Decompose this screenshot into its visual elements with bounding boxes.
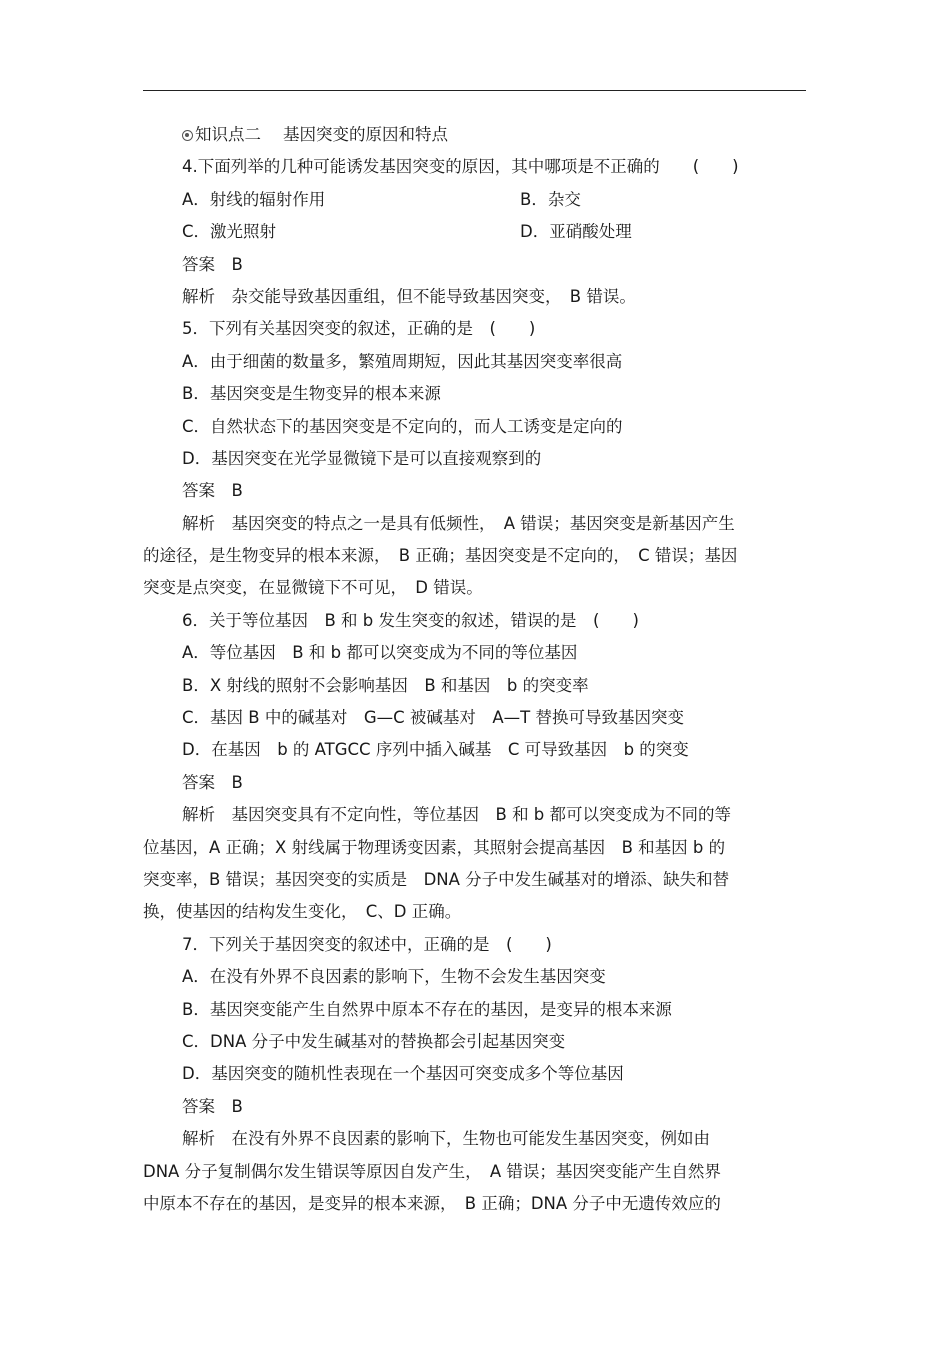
- question-7-option-c: C．DNA 分子中发生碱基对的替换都会引起基因突变: [182, 1031, 566, 1051]
- question-4-options-row-2: [143, 216, 806, 248]
- question-7-analysis-line-1: 解析 在没有外界不良因素的影响下，生物也可能发生基因突变，例如由: [182, 1129, 710, 1149]
- question-7-stem: 7．下列关于基因突变的叙述中，正确的是 ( ): [182, 934, 552, 954]
- section-bullet-icon: [182, 130, 193, 141]
- question-7-answer: 答案 B: [182, 1096, 243, 1116]
- question-5-answer: 答案 B: [182, 481, 243, 501]
- question-7-option-d: D．基因突变的随机性表现在一个基因可突变成多个等位基因: [182, 1064, 624, 1084]
- question-5-stem: 5．下列有关基因突变的叙述，正确的是 ( ): [182, 319, 536, 339]
- question-4-options-row-1: [143, 184, 806, 216]
- question-5-analysis-line-1: 解析 基因突变的特点之一是具有低频性， A 错误；基因突变是新基因产生: [182, 513, 735, 533]
- question-5-analysis-line-2: 的途径，是生物变异的根本来源， B 正确；基因突变是不定向的， C 错误；基因: [143, 546, 738, 566]
- question-5-option-a: A．由于细菌的数量多，繁殖周期短，因此其基因突变率很高: [182, 351, 623, 371]
- question-6-option-d: D．在基因 b 的 ATGCC 序列中插入碱基 C 可导致基因 b 的突变: [182, 740, 689, 760]
- question-4-option-c: C．激光照射: [182, 222, 277, 242]
- question-6-option-a: A．等位基因 B 和 b 都可以突变成为不同的等位基因: [182, 643, 578, 663]
- question-4-option-b: B．杂交: [520, 189, 581, 209]
- question-5-option-b: B．基因突变是生物变异的根本来源: [182, 384, 441, 404]
- question-4-stem: 4.下面列举的几种可能诱发基因突变的原因，其中哪项是不正确的 ( ): [182, 157, 739, 177]
- question-7-analysis-line-2: DNA 分子复制偶尔发生错误等原因自发产生， A 错误；基因突变能产生自然界: [143, 1161, 721, 1181]
- question-6-answer: 答案 B: [182, 772, 243, 792]
- question-6-option-b: B．X 射线的照射不会影响基因 B 和基因 b 的突变率: [182, 675, 589, 695]
- question-4-answer: 答案 B: [182, 254, 243, 274]
- question-6-option-c: C．基因 B 中的碱基对 G—C 被碱基对 A—T 替换可导致基因突变: [182, 708, 684, 728]
- question-4-analysis: 解析 杂交能导致基因重组，但不能导致基因突变， B 错误。: [182, 286, 636, 306]
- question-5-analysis-line-3: 突变是点突变，在显微镜下不可见， D 错误。: [143, 578, 483, 598]
- question-6-analysis-line-2: 位基因，A 正确；X 射线属于物理诱变因素，其照射会提高基因 B 和基因 b 的: [143, 837, 726, 857]
- question-6-analysis-line-1: 解析 基因突变具有不定向性，等位基因 B 和 b 都可以突变成为不同的等: [182, 805, 732, 825]
- question-4-option-a: A．射线的辐射作用: [182, 189, 326, 209]
- document-body: [143, 119, 806, 1220]
- section-title: 基因突变的原因和特点: [283, 125, 448, 144]
- question-7-option-a: A．在没有外界不良因素的影响下，生物不会发生基因突变: [182, 967, 606, 987]
- question-5-option-d: D．基因突变在光学显微镜下是可以直接观察到的: [182, 448, 542, 468]
- question-6-analysis-line-4: 换，使基因的结构发生变化， C、D 正确。: [143, 902, 462, 922]
- header-rule: [143, 90, 806, 91]
- question-7-option-b: B．基因突变能产生自然界中原本不存在的基因，是变异的根本来源: [182, 999, 672, 1019]
- section-heading: [143, 119, 806, 151]
- question-6-stem: 6．关于等位基因 B 和 b 发生突变的叙述，错误的是 ( ): [182, 610, 639, 630]
- section-label: 知识点二: [195, 125, 261, 144]
- question-7-analysis-line-3: 中原本不存在的基因，是变异的根本来源， B 正确；DNA 分子中无遗传效应的: [143, 1193, 721, 1213]
- question-4-option-d: D．亚硝酸处理: [520, 222, 632, 242]
- question-5-option-c: C．自然状态下的基因突变是不定向的，而人工诱变是定向的: [182, 416, 623, 436]
- question-6-analysis-line-3: 突变率，B 错误；基因突变的实质是 DNA 分子中发生碱基对的增添、缺失和替: [143, 869, 730, 889]
